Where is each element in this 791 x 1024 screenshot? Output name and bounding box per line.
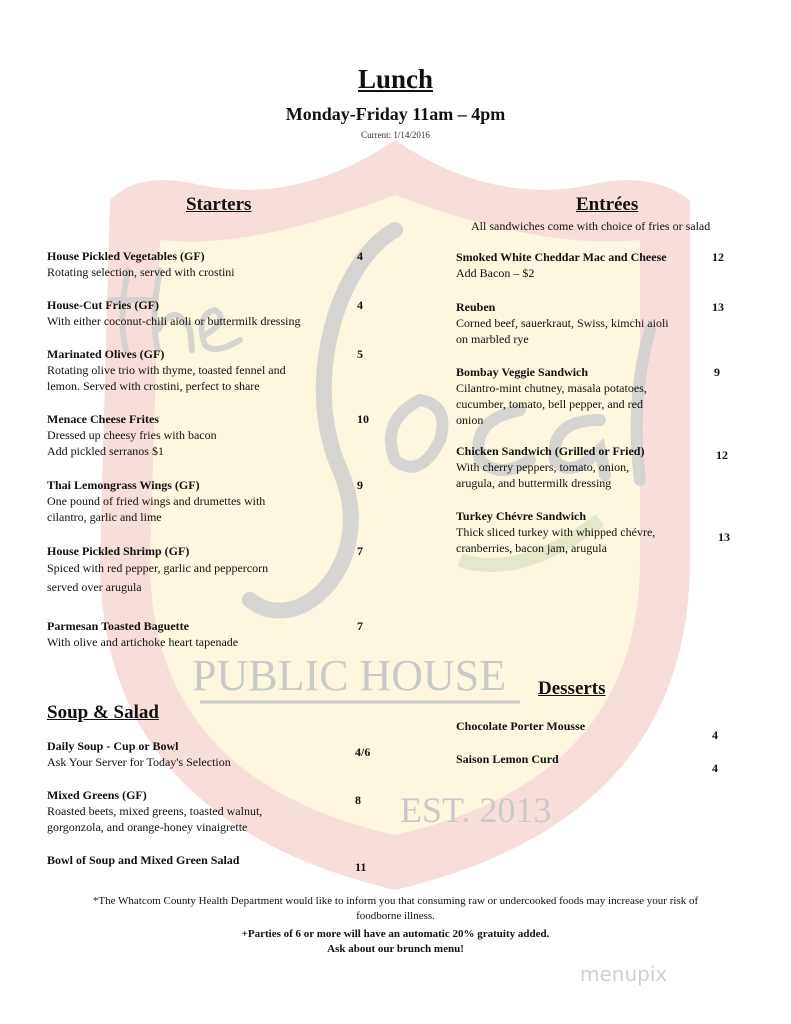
- entrees-item: [456, 443, 644, 491]
- starters-heading: Starters: [186, 194, 252, 215]
- entrees-note: All sandwiches come with choice of fries or salad: [471, 219, 711, 233]
- hours: Monday-Friday 11am – 4pm: [285, 104, 506, 124]
- item-price: 8: [355, 793, 361, 807]
- item-description: Rotating olive trio with thyme, toasted fennel and: [47, 363, 286, 377]
- item-price: 4/6: [355, 745, 371, 759]
- item-name: Daily Soup - Cup or Bowl: [47, 739, 179, 753]
- est-watermark: EST. 2013: [400, 790, 552, 830]
- health-notice: *The Whatcom County Health Department would like to inform you that consuming raw or undercooked foods may increase your risk of: [92, 895, 699, 907]
- item-price: 4: [712, 728, 718, 742]
- item-name: Turkey Chévre Sandwich: [456, 509, 587, 523]
- item-description: cucumber, tomato, bell pepper, and red: [456, 397, 643, 411]
- item-name: Chicken Sandwich (Grilled or Fried): [456, 444, 645, 458]
- item-description: Corned beef, sauerkraut, Swiss, kimchi aioli: [456, 316, 669, 330]
- entrees-heading: Entrées: [576, 194, 639, 215]
- item-description: With olive and artichoke heart tapenade: [47, 635, 239, 649]
- item-price: 9: [357, 478, 363, 492]
- item-description: cilantro, garlic and lime: [47, 510, 162, 524]
- public-house-watermark: PUBLIC HOUSE: [192, 651, 507, 700]
- item-name: Mixed Greens (GF): [47, 788, 147, 802]
- item-name: Menace Cheese Frites: [47, 412, 159, 426]
- starters-item: [47, 618, 238, 650]
- starters-item: [47, 477, 265, 525]
- item-description: Spiced with red pepper, garlic and peppercorn: [47, 561, 269, 575]
- item-name: Chocolate Porter Mousse: [456, 719, 586, 733]
- entrees-item: [456, 249, 667, 281]
- item-name: House-Cut Fries (GF): [47, 298, 159, 312]
- item-price: 4: [357, 298, 363, 312]
- menupix-watermark: menupix: [580, 962, 668, 986]
- starters-item: [47, 346, 286, 394]
- starters-item: [47, 297, 300, 329]
- item-name: House Pickled Shrimp (GF): [47, 544, 190, 558]
- item-description: gorgonzola, and orange-honey vinaigrette: [47, 820, 248, 834]
- item-name: Saison Lemon Curd: [456, 752, 559, 766]
- item-price: 13: [718, 530, 730, 544]
- entrees-item: [456, 299, 669, 347]
- desserts-item: [456, 718, 585, 734]
- item-description: lemon. Served with crostini, perfect to share: [47, 379, 260, 393]
- item-price: 12: [712, 250, 724, 264]
- item-description: onion: [456, 413, 484, 427]
- item-description: One pound of fried wings and drumettes with: [47, 494, 266, 508]
- desserts-heading: Desserts: [538, 678, 606, 699]
- item-description: Thick sliced turkey with whipped chévre,: [456, 525, 656, 539]
- item-description: Roasted beets, mixed greens, toasted walnut,: [47, 804, 263, 818]
- item-price: 13: [712, 300, 724, 314]
- item-description: Dressed up cheesy fries with bacon: [47, 428, 217, 442]
- item-description: Ask Your Server for Today's Selection: [47, 755, 231, 769]
- soup-salad-item: [47, 787, 262, 835]
- starters-item: [47, 248, 235, 280]
- soup-salad-item: [47, 738, 231, 770]
- item-price: 10: [357, 412, 369, 426]
- item-price: 4: [712, 761, 718, 775]
- item-name: Marinated Olives (GF): [47, 347, 165, 361]
- item-description: on marbled rye: [456, 332, 529, 346]
- soup-salad-heading: Soup & Salad: [47, 702, 159, 723]
- item-description: Cilantro-mint chutney, masala potatoes,: [456, 381, 647, 395]
- item-price: 7: [357, 544, 363, 558]
- item-name: Reuben: [456, 300, 496, 314]
- brunch-notice: Ask about our brunch menu!: [327, 943, 464, 955]
- item-name: Thai Lemongrass Wings (GF): [47, 478, 200, 492]
- item-description: cranberries, bacon jam, arugula: [456, 541, 607, 555]
- item-description: With either coconut-chili aioli or buttermilk dressing: [47, 314, 301, 328]
- item-price: 7: [357, 619, 363, 633]
- item-price: 9: [714, 365, 720, 379]
- item-description: served over arugula: [47, 580, 142, 594]
- item-description: arugula, and buttermilk dressing: [456, 476, 612, 490]
- soup-salad-item: [47, 852, 239, 868]
- item-description: Rotating selection, served with crostini: [47, 265, 235, 279]
- item-name: Bowl of Soup and Mixed Green Salad: [47, 853, 240, 867]
- item-price: 4: [357, 249, 363, 263]
- item-description: Add pickled serranos $1: [47, 444, 164, 458]
- item-name: Parmesan Toasted Baguette: [47, 619, 189, 633]
- starters-item: [47, 543, 268, 597]
- desserts-item: [456, 751, 559, 767]
- item-name: House Pickled Vegetables (GF): [47, 249, 205, 263]
- current-date: Current: 1/14/2016: [361, 130, 430, 140]
- item-description: With cherry peppers, tomato, onion,: [456, 460, 630, 474]
- item-name: Smoked White Cheddar Mac and Cheese: [456, 250, 667, 264]
- entrees-item: [456, 364, 647, 428]
- health-notice-cont: foodborne illness.: [356, 910, 435, 922]
- item-name: Bombay Veggie Sandwich: [456, 365, 589, 379]
- item-price: 12: [716, 448, 728, 462]
- item-price: 11: [355, 860, 367, 874]
- gratuity-notice: +Parties of 6 or more will have an automatic 20% gratuity added.: [241, 928, 550, 940]
- item-price: 5: [357, 347, 363, 361]
- starters-item: [47, 411, 217, 459]
- page-title: Lunch: [357, 64, 434, 94]
- item-description: Add Bacon – $2: [456, 266, 535, 280]
- entrees-item: [456, 508, 655, 556]
